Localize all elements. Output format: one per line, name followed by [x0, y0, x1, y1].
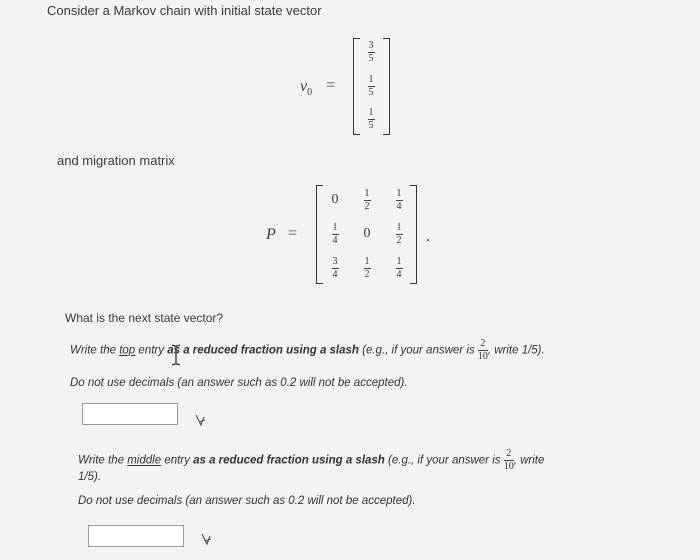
top-mid: entry [138, 344, 164, 357]
v0-label [300, 78, 312, 98]
v0-left-bracket [353, 38, 360, 135]
P-r2c2-den: 4 [396, 268, 402, 280]
question-text: What is the next state vector? [65, 311, 224, 325]
v0-entry-2-den: 5 [368, 86, 374, 98]
v0-entry-2-num: 1 [368, 73, 374, 85]
P-r1c2 [386, 220, 412, 248]
middle-bold: as a reduced fraction using a slash [193, 454, 385, 467]
P-equals: = [288, 225, 298, 242]
P-r0c2-den: 4 [396, 200, 402, 212]
P-r0c1-num: 1 [364, 187, 370, 199]
top-instruction [70, 339, 695, 362]
P-r0c1-den: 2 [364, 200, 370, 212]
top-example-num: 2 [480, 338, 486, 349]
P-r0c0-value: 0 [331, 192, 339, 207]
top-bold: as a reduced fraction using a slash [167, 344, 359, 357]
P-r2c1-den: 2 [364, 268, 370, 280]
middle-tail: , write [513, 454, 545, 467]
top-no-decimals: Do not use decimals (an answer such as 0.2 will not be accepted). [70, 377, 408, 389]
P-r2c1 [354, 254, 380, 282]
middle-post: (e.g., if your answer is [388, 454, 501, 467]
middle-example-fraction [504, 449, 514, 472]
P-r2c1-num: 1 [364, 255, 370, 267]
v0-equals: = [326, 77, 336, 94]
P-r2c0-num: 3 [332, 255, 338, 267]
P-r2c0 [322, 254, 348, 282]
middle-mid: entry [164, 454, 190, 467]
v0-entry-3 [360, 105, 382, 133]
middle-tail-line: 1/5). [78, 471, 102, 483]
intro-text: Consider a Markov chain with initial state vector [47, 3, 322, 18]
v0-entry-3-num: 1 [368, 106, 374, 118]
middle-keyword: middle [127, 454, 162, 467]
P-r0c2 [386, 186, 412, 214]
P-r0c0 [322, 186, 348, 214]
P-r1c1 [354, 220, 380, 248]
v0-entry-2 [360, 72, 382, 100]
P-r1c0-num: 1 [332, 221, 338, 233]
P-r1c2-num: 1 [396, 221, 402, 233]
v0-entry-1-num: 3 [368, 39, 374, 51]
v0-subscript: 0 [307, 87, 313, 99]
top-pre: Write the [70, 344, 117, 357]
P-period: . [426, 228, 430, 245]
middle-entry-input[interactable] [88, 525, 184, 547]
middle-pre: Write the [78, 454, 125, 467]
top-example-fraction [478, 339, 488, 362]
P-label: P [266, 226, 276, 243]
math-input-icon[interactable] [193, 413, 207, 427]
middle-instruction [78, 449, 678, 472]
P-r1c2-den: 2 [396, 234, 402, 246]
top-entry-input[interactable] [82, 403, 178, 425]
P-r0c1 [354, 186, 380, 214]
v0-entry-1-den: 5 [368, 52, 374, 64]
P-r2c2 [386, 254, 412, 282]
top-post: (e.g., if your answer is [362, 344, 475, 357]
top-keyword: top [119, 344, 136, 357]
P-r1c0 [322, 220, 348, 248]
migration-label: and migration matrix [57, 153, 175, 168]
text-cursor-icon [170, 344, 182, 366]
v0-entry-3-den: 5 [368, 119, 374, 131]
P-r2c2-num: 1 [396, 255, 402, 267]
middle-no-decimals: Do not use decimals (an answer such as 0.2 will not be accepted). [78, 495, 416, 507]
middle-example-num: 2 [506, 448, 512, 459]
P-r1c0-den: 4 [332, 234, 338, 246]
v0-symbol: v [300, 78, 308, 95]
P-r1c1-value: 0 [363, 226, 371, 241]
top-tail: , write 1/5). [487, 344, 545, 357]
middle-example-den: 10 [503, 461, 514, 472]
top-example-den: 10 [477, 351, 488, 362]
P-r0c2-num: 1 [396, 187, 402, 199]
v0-right-bracket [383, 38, 390, 135]
P-r2c0-den: 4 [332, 268, 338, 280]
math-input-icon[interactable] [199, 532, 213, 546]
v0-entry-1 [360, 38, 382, 66]
